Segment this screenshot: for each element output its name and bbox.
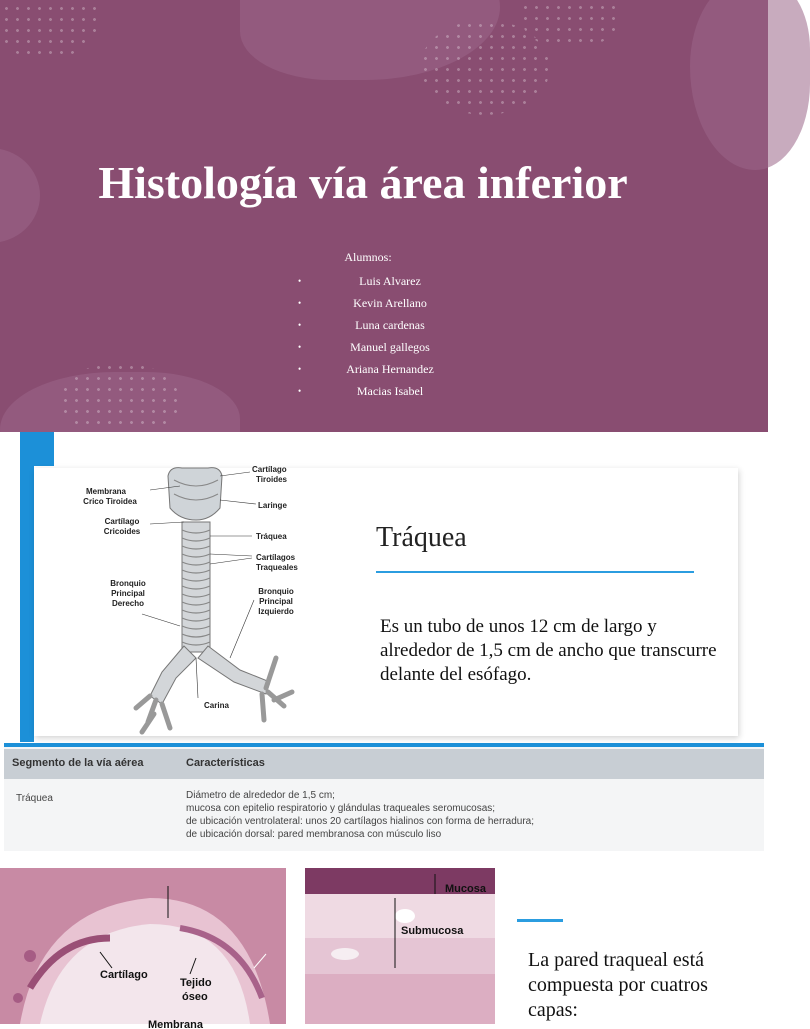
label-cartilago-histo: Cartílago bbox=[100, 969, 148, 981]
label-oseo: óseo bbox=[182, 991, 208, 1003]
slide-title: Histología vía área inferior bbox=[98, 157, 628, 208]
decor-dots-bottom bbox=[60, 362, 180, 442]
list-item bbox=[280, 292, 500, 314]
bullet-icon: • bbox=[298, 276, 302, 286]
table-header-characteristics: Características bbox=[186, 757, 265, 769]
label-cartilago-tiroides: Cartílago bbox=[252, 465, 287, 474]
label-membrana-2: Crico Tiroidea bbox=[83, 497, 137, 506]
decor-dots-topleft bbox=[0, 0, 100, 60]
label-cartilago-cricoides: Cartílago bbox=[104, 517, 140, 526]
label-bronquio-izquierdo: Bronquio bbox=[258, 587, 294, 596]
trachea-diagram bbox=[70, 446, 320, 746]
right-bronchus bbox=[150, 646, 196, 704]
label-membrana: Membrana bbox=[85, 487, 127, 496]
student-list bbox=[280, 270, 500, 402]
label-mucosa: Mucosa bbox=[445, 883, 486, 895]
histology-image-cross-section bbox=[0, 868, 286, 1029]
student-name: Luna cardenas bbox=[355, 318, 425, 332]
accent-tab bbox=[20, 432, 54, 466]
label-bronquio-derecho-2: Principal bbox=[111, 589, 145, 598]
list-item bbox=[280, 380, 500, 402]
airway-table bbox=[4, 743, 764, 851]
table-line: de ubicación dorsal: pared membranosa con músculo liso bbox=[186, 829, 442, 840]
decor-blob-right bbox=[690, 0, 810, 170]
table-cell-segment: Tráquea bbox=[16, 793, 53, 804]
list-item bbox=[280, 336, 500, 358]
histology-cross-section bbox=[0, 868, 286, 1029]
larynx-shape bbox=[168, 468, 222, 520]
bullet-icon: • bbox=[298, 298, 302, 308]
bullet-icon: • bbox=[298, 342, 302, 352]
student-name: Luis Alvarez bbox=[359, 274, 421, 288]
label-cartilagos-traqueales-2: Traqueales bbox=[256, 563, 298, 572]
histology-wall-layers bbox=[305, 868, 495, 1024]
description-text: Es un tubo de unos 12 cm de largo y alrededor de 1,5 cm de ancho que transcurre delante del esófago. bbox=[380, 616, 717, 685]
student-name: Kevin Arellano bbox=[353, 296, 427, 310]
label-traquea: Tráquea bbox=[256, 532, 287, 541]
label-laringe: Laringe bbox=[258, 501, 287, 510]
trachea-slide bbox=[0, 432, 768, 742]
label-bronquio-derecho: Bronquio bbox=[110, 579, 146, 588]
students-label: Alumnos: bbox=[344, 250, 392, 264]
heading-underline bbox=[376, 571, 694, 573]
list-item bbox=[280, 314, 500, 336]
wall-layers-text: La pared traqueal está compuesta por cuatros capas: bbox=[528, 949, 708, 1021]
label-cartilago-cricoides-2: Cricoides bbox=[103, 527, 141, 536]
table-cell-characteristics bbox=[186, 789, 756, 841]
label-submucosa: Submucosa bbox=[401, 925, 464, 937]
table-header-segment: Segmento de la vía aérea bbox=[12, 757, 144, 769]
student-name: Ariana Hernandez bbox=[346, 362, 434, 376]
list-item bbox=[280, 270, 500, 292]
bullet-icon: • bbox=[298, 320, 302, 330]
label-cartilago-tiroides-2: Tiroides bbox=[256, 475, 287, 484]
label-bronquio-izquierdo-3: Izquierdo bbox=[258, 607, 294, 616]
title-slide bbox=[0, 0, 768, 432]
table-accent-line bbox=[4, 743, 764, 747]
list-item bbox=[280, 358, 500, 380]
histology-image-wall-layers bbox=[305, 868, 495, 1024]
bullet-icon: • bbox=[298, 386, 302, 396]
label-bronquio-derecho-3: Derecho bbox=[111, 599, 145, 608]
accent-bar bbox=[20, 432, 34, 742]
label-cartilagos-traqueales: Cartílagos bbox=[256, 553, 296, 562]
label-bronquio-izquierdo-2: Principal bbox=[259, 597, 293, 606]
student-name: Macias Isabel bbox=[356, 384, 424, 398]
wall-layers-slide bbox=[0, 858, 768, 1029]
table-line: Diámetro de alrededor de 1,5 cm; bbox=[186, 790, 335, 801]
left-bronchus bbox=[198, 646, 270, 694]
label-carina: Carina bbox=[204, 701, 229, 710]
section-heading: Tráquea bbox=[376, 522, 467, 553]
table-line: mucosa con epitelio respiratorio y glándulas traqueales seromucosas; bbox=[186, 803, 496, 814]
student-name: Manuel gallegos bbox=[350, 340, 430, 354]
label-membrana-histo: Membrana bbox=[148, 1019, 204, 1029]
table-line: de ubicación ventrolateral: unos 20 cartílagos hialinos con forma de herradura; bbox=[186, 816, 534, 827]
label-tejido: Tejido bbox=[180, 977, 212, 989]
bullet-icon: • bbox=[298, 364, 302, 374]
accent-rule bbox=[517, 919, 563, 922]
trachea-illustration bbox=[70, 446, 320, 746]
